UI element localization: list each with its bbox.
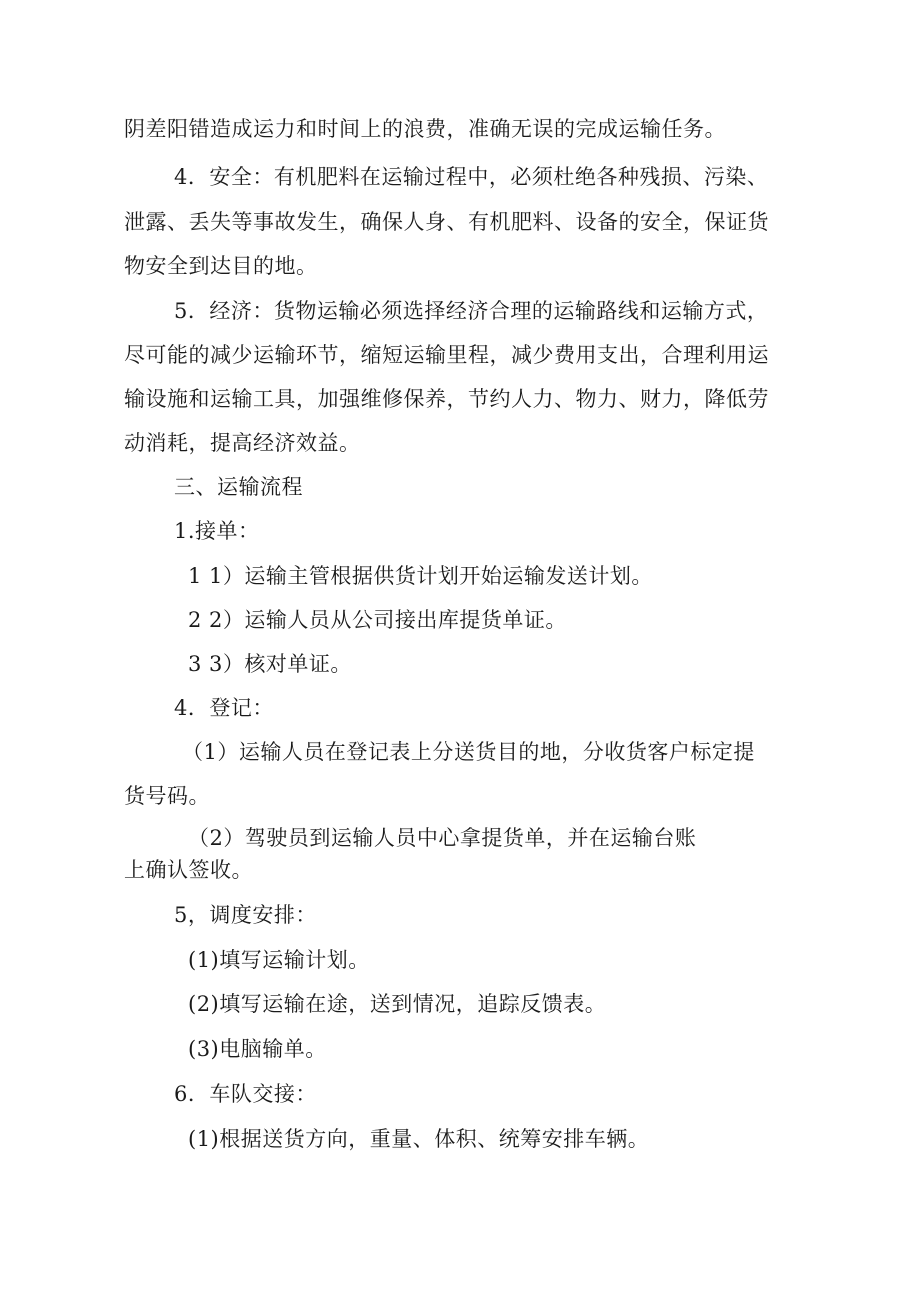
list-item: (1)填写运输计划。: [188, 948, 370, 972]
paragraph-line: 泄露、丢失等事故发生，确保人身、有机肥料、设备的安全，保证货: [124, 210, 769, 234]
list-item: 1 1）运输主管根据供货计划开始运输发送计划。: [188, 564, 653, 588]
list-item: 3 3）核对单证。: [188, 652, 352, 676]
list-item: （1）运输人员在登记表上分送货目的地，分收货客户标定提: [182, 740, 755, 764]
section-heading: 三、运输流程: [174, 475, 303, 499]
list-item-heading: 5，调度安排：: [174, 903, 317, 927]
paragraph-line: 动消耗，提高经济效益。: [124, 431, 361, 455]
list-item: (2)填写运输在途，送到情况，追踪反馈表。: [188, 992, 607, 1016]
list-item: 2 2）运输人员从公司接出库提货单证。: [188, 608, 567, 632]
list-item: 货号码。: [124, 784, 210, 808]
paragraph-line: 5．经济：货物运输必须选择经济合理的运输路线和运输方式，: [174, 299, 769, 323]
paragraph-line: 输设施和运输工具，加强维修保养，节约人力、物力、财力，降低劳: [124, 387, 769, 411]
list-item-heading: 1.接单：: [174, 519, 260, 543]
list-item-heading: 4．登记：: [174, 696, 274, 720]
list-item: 上确认签收。: [124, 858, 253, 882]
list-item-heading: 6．车队交接：: [174, 1082, 317, 1106]
list-item: (1)根据送货方向，重量、体积、统筹安排车辆。: [188, 1127, 650, 1151]
list-item: （2）驾驶员到运输人员中心拿提货单，并在运输台账: [188, 826, 697, 850]
paragraph-line: 物安全到达目的地。: [124, 254, 318, 278]
paragraph-line: 4．安全：有机肥料在运输过程中，必须杜绝各种残损、污染、: [174, 165, 769, 189]
paragraph-line: 尽可能的减少运输环节，缩短运输里程，减少费用支出，合理利用运: [124, 343, 769, 367]
paragraph-line: 阴差阳错造成运力和时间上的浪费，准确无误的完成运输任务。: [124, 117, 726, 141]
list-item: (3)电脑输单。: [188, 1037, 327, 1061]
